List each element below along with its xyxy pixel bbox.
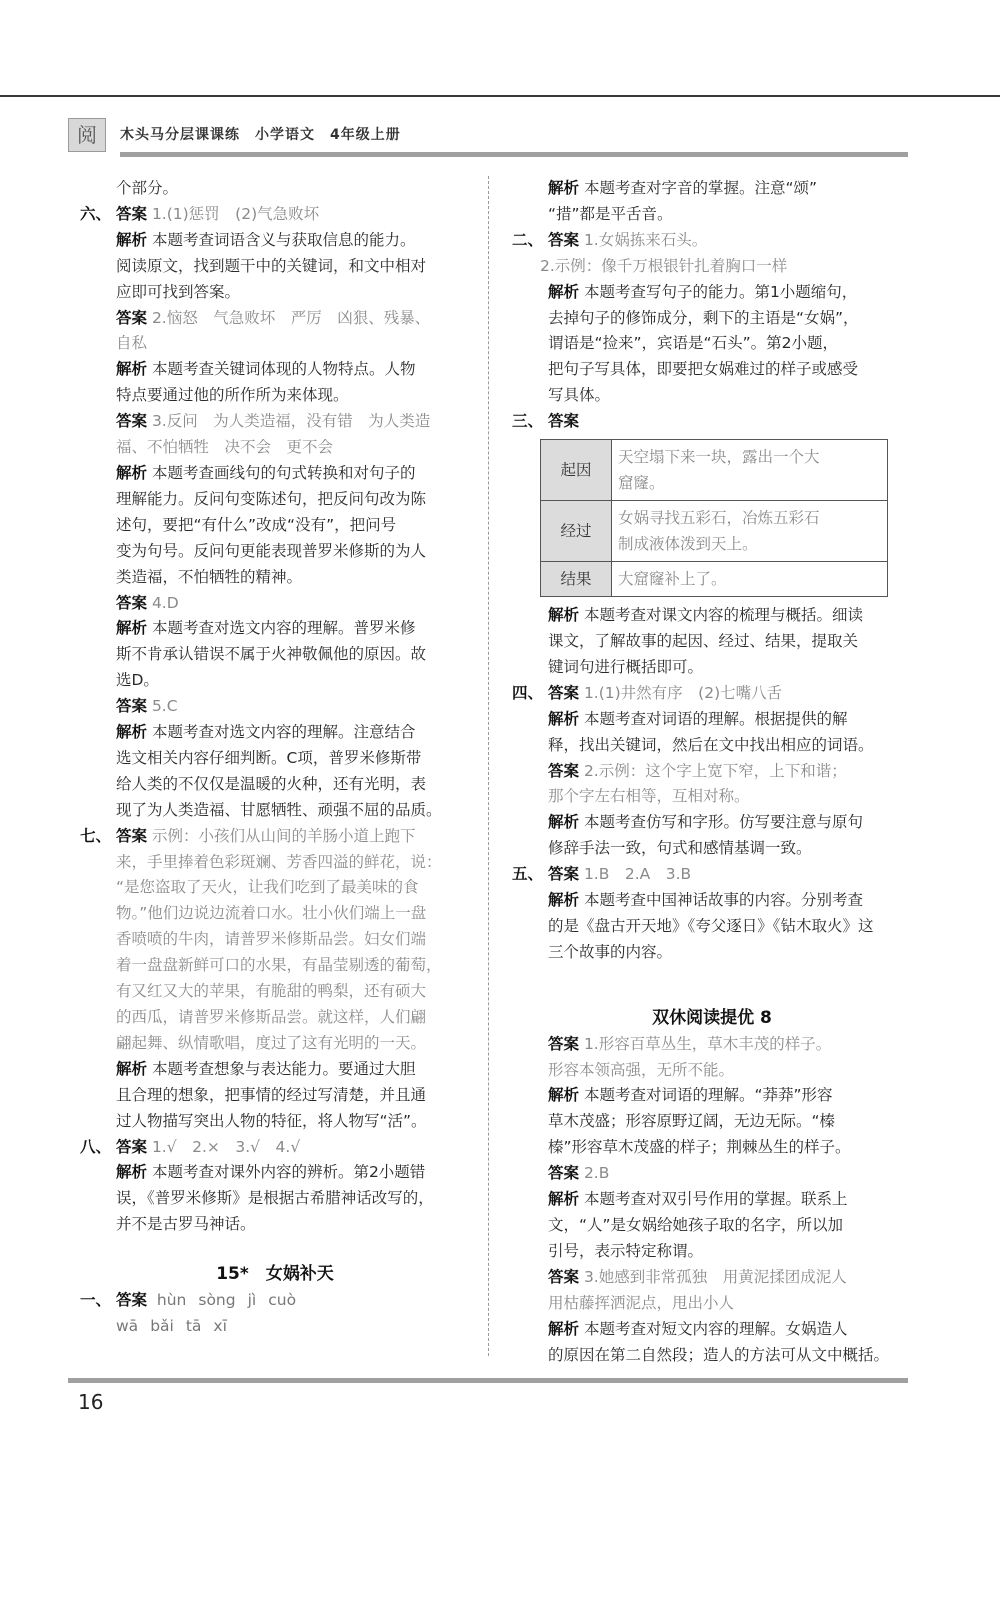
text-line: 个部分。 <box>116 179 179 197</box>
analysis-text: 本题考查关键词体现的人物特点。人物 <box>147 360 416 379</box>
analysis-label: 解析 <box>116 1059 148 1078</box>
text-line: 选D。 <box>116 671 159 690</box>
section-number: 二、 <box>512 230 544 249</box>
table-cell-label: 起因 <box>541 440 612 501</box>
analysis-text: 本题考查对双引号作用的掌握。联系上 <box>579 1190 848 1209</box>
pinyin: tā <box>185 1316 202 1335</box>
answer-text: 2.示例：这个字上宽下窄，上下和谐； <box>579 761 847 780</box>
text-line: 过人物描写突出人物的特征，将人物写“活”。 <box>116 1111 427 1130</box>
analysis-text: 本题考查对短文内容的理解。女娲造人 <box>579 1319 848 1338</box>
table-cell-value <box>612 440 888 501</box>
analysis-text: 本题考查中国神话故事的内容。分别考查 <box>579 891 863 910</box>
cell-line: 女娲寻找五彩石，冶炼五彩石 <box>618 509 820 528</box>
analysis-label: 解析 <box>548 282 580 301</box>
analysis-label: 解析 <box>116 619 148 638</box>
text-line: 斯不肯承认错误不属于火神敬佩他的原因。故 <box>116 645 427 664</box>
text-line: 并不是古罗马神话。 <box>116 1215 256 1234</box>
text-line: 类造福，不怕牺牲的精神。 <box>116 567 303 586</box>
left-column <box>80 176 470 1340</box>
pinyin: sòng <box>198 1291 236 1310</box>
answer-label: 答案 <box>116 1291 148 1310</box>
text-line: 选文相关内容仔细判断。C项，普罗米修斯带 <box>116 748 422 767</box>
text-line: 阅读原文，找到题干中的关键词，和文中相对 <box>116 256 427 275</box>
text-line: 三个故事的内容。 <box>548 942 673 961</box>
text-line: 现了为人类造福、甘愿牺牲、顽强不屈的品质。 <box>116 800 442 819</box>
story-summary-table <box>540 439 888 597</box>
table-cell-value: 大窟窿补上了。 <box>612 562 888 597</box>
table-row <box>541 562 888 597</box>
answer-text: 香喷喷的牛肉，请普罗米修斯品尝。妇女们端 <box>116 930 427 949</box>
pinyin: xī <box>213 1316 227 1335</box>
page-number: 16 <box>78 1390 104 1414</box>
answer-text: 5.C <box>147 697 178 716</box>
answer-text: 2.恼怒 气急败坏 严厉 凶狠、残暴、 <box>147 308 431 327</box>
answer-text: 1.形容百草丛生，草木丰茂的样子。 <box>579 1034 832 1053</box>
answer-text: 自私 <box>116 334 148 353</box>
text-line: 释，找出关键词，然后在文中找出相应的词语。 <box>548 735 874 754</box>
table-cell-label: 经过 <box>541 501 612 562</box>
answer-text: 2.示例：像千万根银针扎着胸口一样 <box>540 256 788 275</box>
pinyin: bǎi <box>150 1316 174 1335</box>
answer-label: 答案 <box>548 1034 580 1053</box>
section-number: 三、 <box>512 412 544 431</box>
answer-text: “是您盗取了天火，让我们吃到了最美味的食 <box>116 878 419 897</box>
text-line: 给人类的不仅仅是温暖的火种，还有光明，表 <box>116 774 427 793</box>
answer-text: 1.女娲拣来石头。 <box>579 230 708 249</box>
answer-text: 翩起舞、纵情歌唱，度过了这有光明的一天。 <box>116 1033 427 1052</box>
analysis-text: 本题考查对词语的理解。根据提供的解 <box>579 709 848 728</box>
answer-label: 答案 <box>116 1137 148 1156</box>
answer-label: 答案 <box>548 1267 580 1286</box>
pinyin: jì <box>247 1291 257 1310</box>
top-rule <box>0 95 1000 97</box>
column-divider <box>488 176 489 1356</box>
answer-label: 答案 <box>116 308 148 327</box>
section-number: 八、 <box>80 1137 112 1156</box>
answer-text: 福、不怕牺牲 决不会 更不会 <box>116 438 334 457</box>
answer-label: 答案 <box>548 761 580 780</box>
analysis-label: 解析 <box>116 1163 148 1182</box>
lesson-heading: 15* 女娲补天 <box>216 1264 334 1285</box>
analysis-label: 解析 <box>116 723 148 742</box>
analysis-label: 解析 <box>548 179 580 197</box>
answer-text: 着一盘盘新鲜可口的水果，有晶莹剔透的葡萄， <box>116 956 442 975</box>
answer-text: 3.反问 为人类造福，没有错 为人类造 <box>147 412 431 431</box>
answer-label: 答案 <box>548 1164 580 1183</box>
section-number: 六、 <box>80 204 112 223</box>
text-line: 述句，要把“有什么”改成“没有”，把问号 <box>116 515 397 534</box>
analysis-label: 解析 <box>116 360 148 379</box>
pinyin: wā <box>116 1316 139 1335</box>
analysis-text: 本题考查词语含义与获取信息的能力。 <box>147 230 416 249</box>
answer-text: 4.D <box>147 593 179 612</box>
footer-rule <box>68 1378 908 1383</box>
answer-text: 有又红又大的苹果，有脆甜的鸭梨，还有硕大 <box>116 982 427 1001</box>
analysis-text: 本题考查想象与表达能力。要通过大胆 <box>147 1059 416 1078</box>
analysis-text: 本题考查画线句的句式转换和对句子的 <box>147 463 416 482</box>
text-line: 课文，了解故事的起因、经过、结果，提取关 <box>548 631 859 650</box>
pinyin: cuò <box>268 1291 297 1310</box>
analysis-label: 解析 <box>548 1319 580 1338</box>
analysis-label: 解析 <box>116 463 148 482</box>
table-row <box>541 501 888 562</box>
analysis-text: 本题考查对选文内容的理解。普罗米修 <box>147 619 416 638</box>
book-logo-icon: 阅 <box>68 118 106 152</box>
table-cell-label: 结果 <box>541 562 612 597</box>
answer-text: 来，手里捧着色彩斑斓、芳香四溢的鲜花，说： <box>116 852 442 871</box>
answer-label: 答案 <box>548 230 580 249</box>
analysis-label: 解析 <box>548 709 580 728</box>
analysis-label: 解析 <box>116 230 148 249</box>
text-line: 榛”形容草木茂盛的样子；荆棘丛生的样子。 <box>548 1138 851 1157</box>
section-heading: 双休阅读提优 8 <box>652 1007 772 1028</box>
text-line: 变为句号。反问句更能表现普罗米修斯的为人 <box>116 541 427 560</box>
answer-label: 答案 <box>116 412 148 431</box>
table-row <box>541 440 888 501</box>
answer-label: 答案 <box>548 865 580 884</box>
text-line: 文，“人”是女娲给她孩子取的名字，所以加 <box>548 1216 844 1234</box>
page-header <box>68 118 908 158</box>
right-column <box>512 176 912 1368</box>
pinyin: hùn <box>156 1291 187 1310</box>
text-line: 草木茂盛；形容原野辽阔，无边无际。“榛 <box>548 1112 836 1131</box>
text-line: 写具体。 <box>548 386 611 405</box>
analysis-text: 本题考查对选文内容的理解。注意结合 <box>147 723 416 742</box>
section-number: 一、 <box>80 1291 112 1310</box>
answer-text: 1.B 2.A 3.B <box>579 865 692 884</box>
analysis-text: 本题考查对课外内容的辨析。第2小题错 <box>147 1163 426 1182</box>
analysis-label: 解析 <box>548 813 580 832</box>
analysis-text: 本题考查对课文内容的梳理与概括。细读 <box>579 606 863 625</box>
pinyin-row <box>80 1314 470 1340</box>
answer-text: 示例：小孩们从山间的羊肠小道上跑下 <box>147 826 416 845</box>
text-line: 理解能力。反问句变陈述句，把反问句改为陈 <box>116 489 427 508</box>
table-cell-value <box>612 501 888 562</box>
answer-label: 答案 <box>116 593 148 612</box>
answer-label: 答案 <box>116 826 148 845</box>
answer-text: 1.(1)惩罚 (2)气急败坏 <box>147 204 320 223</box>
answer-text: 物。”他们边说边流着口水。壮小伙们端上一盘 <box>116 904 427 923</box>
text-line: 谓语是“捡来”，宾语是“石头”。第2小题， <box>548 334 838 353</box>
analysis-text: 本题考查仿写和字形。仿写要注意与原句 <box>579 813 863 832</box>
text-line: 引号，表示特定称谓。 <box>548 1241 704 1260</box>
text-line: 去掉句子的修饰成分，剩下的主语是“女娲”， <box>548 308 859 327</box>
text-line: 应即可找到答案。 <box>116 282 241 301</box>
section-number: 七、 <box>80 826 112 845</box>
answer-text: 1.(1)井然有序 (2)七嘴八舌 <box>579 683 783 702</box>
text-line: 误，《普罗米修斯》是根据古希腊神话改写的， <box>116 1189 434 1208</box>
answer-text: 2.B <box>579 1164 610 1183</box>
header-rule <box>120 152 908 157</box>
text-line: 且合理的想象，把事情的经过写清楚，并且通 <box>116 1085 427 1104</box>
answer-label: 答案 <box>548 683 580 702</box>
cell-line: 天空塌下来一块，露出一个大 <box>618 448 820 467</box>
answer-label: 答案 <box>548 412 580 431</box>
text-line: 的是《盘古开天地》《夸父逐日》《钻木取火》这 <box>548 916 874 935</box>
analysis-text: 本题考查对字音的掌握。注意“颂” <box>579 179 818 197</box>
answer-text: 1.√ 2.× 3.√ 4.√ <box>147 1137 301 1156</box>
answer-text: 形容本领高强，无所不能。 <box>548 1060 735 1079</box>
analysis-text: 本题考查对词语的理解。“莽莽”形容 <box>579 1086 833 1105</box>
cell-line: 制成液体泼到天上。 <box>618 535 758 554</box>
answer-label: 答案 <box>116 204 148 223</box>
analysis-label: 解析 <box>548 891 580 910</box>
analysis-text: 本题考查写句子的能力。第1小题缩句， <box>579 282 858 301</box>
analysis-label: 解析 <box>548 1190 580 1209</box>
text-line: 的原因在第二自然段；造人的方法可从文中概括。 <box>548 1345 890 1364</box>
text-line: 修辞手法一致，句式和感情基调一致。 <box>548 839 812 858</box>
cell-line: 窟窿。 <box>618 474 665 493</box>
section-number: 五、 <box>512 865 544 884</box>
pinyin-row <box>152 1291 308 1309</box>
section-number: 四、 <box>512 683 544 702</box>
text-line: 把句子写具体，即要把女娲难过的样子或感受 <box>548 360 859 379</box>
book-title: 木头马分层课课练 小学语文 4年级上册 <box>120 127 401 143</box>
text-line: “措”都是平舌音。 <box>548 204 673 223</box>
answer-text: 那个字左右相等，互相对称。 <box>548 787 750 806</box>
text-line: 特点要通过他的所作所为来体现。 <box>116 386 349 405</box>
analysis-label: 解析 <box>548 606 580 625</box>
answer-text: 的西瓜，请普罗米修斯品尝。就这样，人们翩 <box>116 1008 427 1026</box>
text-line: 键词句进行概括即可。 <box>548 657 704 676</box>
analysis-label: 解析 <box>548 1086 580 1105</box>
answer-text: 3.她感到非常孤独 用黄泥揉团成泥人 <box>579 1267 847 1286</box>
answer-label: 答案 <box>116 697 148 716</box>
answer-text: 用枯藤挥洒泥点，甩出小人 <box>548 1293 735 1312</box>
